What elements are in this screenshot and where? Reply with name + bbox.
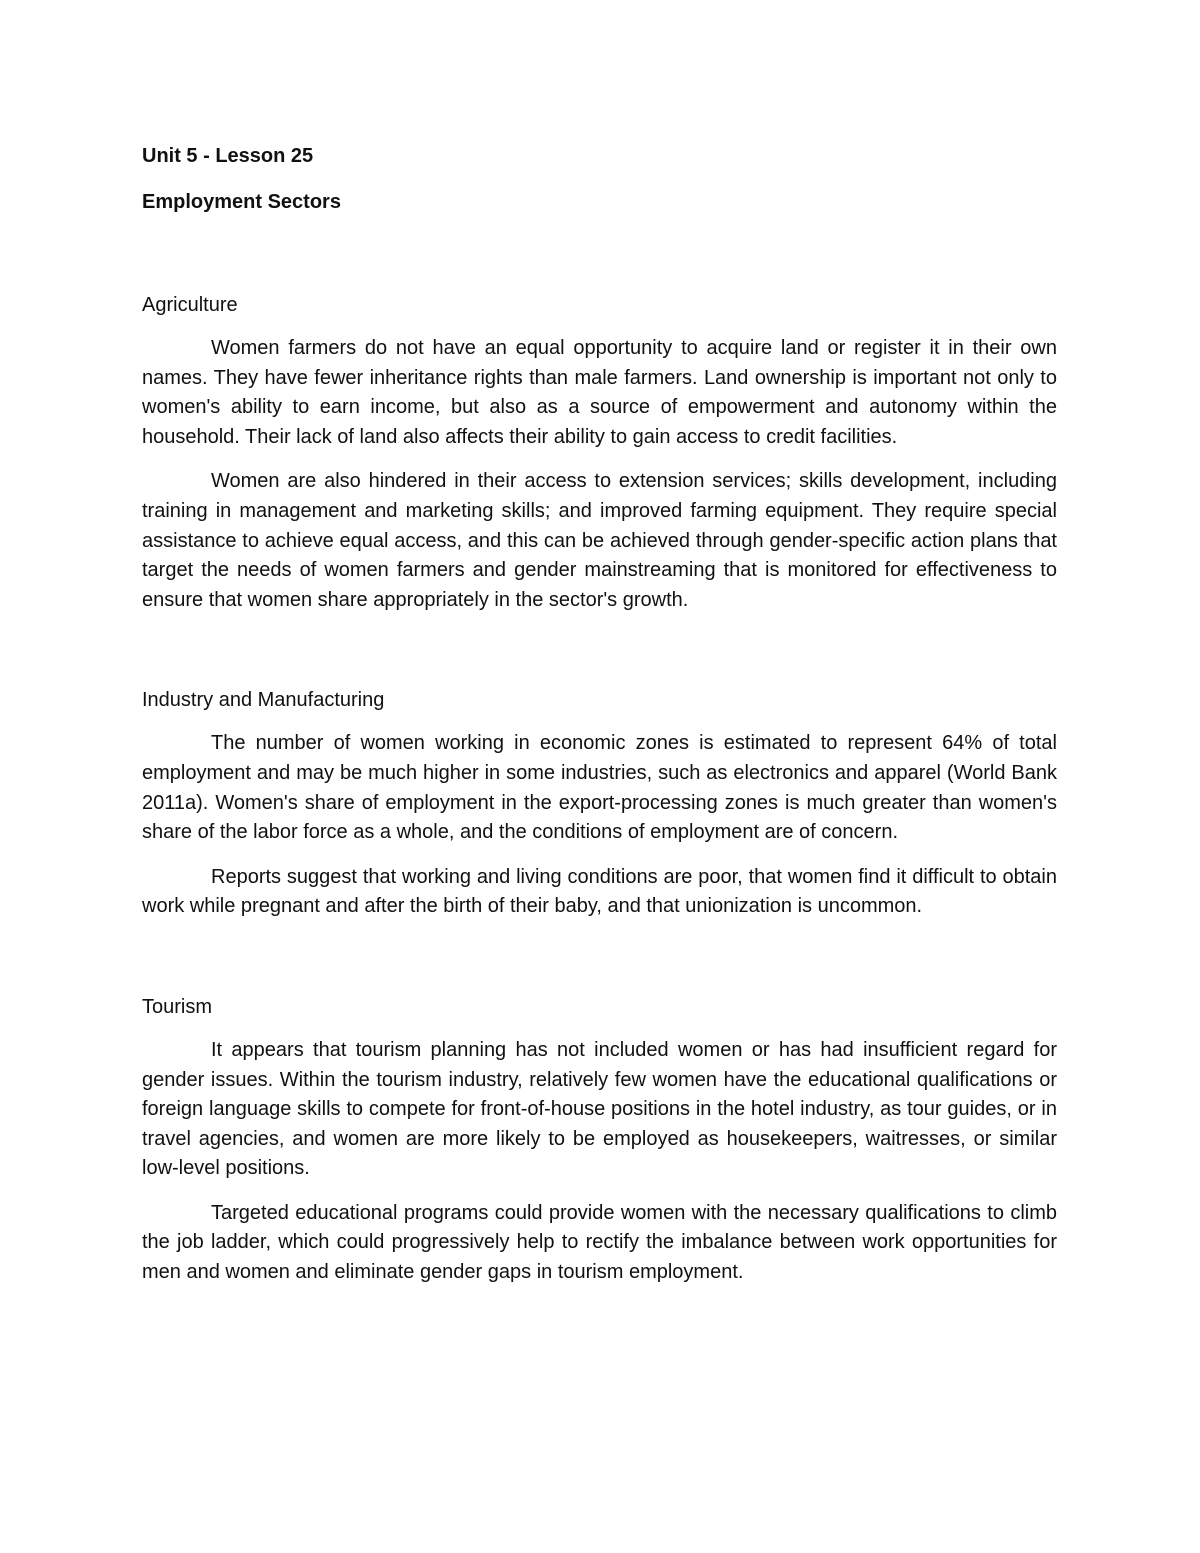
section-tourism: [142, 992, 1057, 1288]
paragraph: Women are also hindered in their access to extension services; skills development, including training in management and marketing skills; and improved farming equipment. They require special assistance to achieve equal access, and this can be achieved through gender-specific action plans that target the needs of women farmers and gender mainstreaming that is monitored for effectiveness to ensure that women share appropriately in the sector's growth.: [142, 470, 1057, 611]
section-heading-tourism: Tourism: [142, 995, 213, 1018]
lesson-title: Employment Sectors: [142, 191, 341, 213]
paragraph: It appears that tourism planning has not included women or has had insufficient regard for gender issues. Within the tourism industry, relatively few women have the educational qualifications or foreign language skills to compete for front-of-house positions in the hotel industry, as tour guides, or in travel agencies, and women are more likely to be employed as housekeepers, waitresses, or similar low-level positions.: [142, 1038, 1057, 1180]
section-heading-industry: Industry and Manufacturing: [142, 689, 385, 712]
paragraph: Targeted educational programs could provide women with the necessary qualifications to climb the job ladder, which could progressively help to rectify the imbalance between work opportunities for men and women and eliminate gender gaps in tourism employment.: [142, 1201, 1057, 1284]
section-heading-agriculture: Agriculture: [142, 294, 238, 316]
document-page: [142, 138, 1057, 1288]
paragraph: Women farmers do not have an equal opportunity to acquire land or register it in their own names. They have fewer inheritance rights than male farmers. Land ownership is important not only to women's ability to earn income, but also as a source of empowerment and autonomy within the household. Their lack of land also affects their ability to gain access to credit facilities.: [142, 337, 1057, 448]
unit-title: Unit 5 - Lesson 25: [142, 145, 314, 167]
paragraph: Reports suggest that working and living conditions are poor, that women find it difficult to obtain work while pregnant and after the birth of their baby, and that unionization is uncommon.: [142, 865, 1057, 918]
section-industry: [142, 685, 1057, 922]
paragraph: The number of women working in economic zones is estimated to represent 64% of total employment and may be much higher in some industries, such as electronics and apparel (World Bank 2011a). Women's share of employment in the export-processing zones is much greater than women's share of the labor force as a whole, and the conditions of employment are of concern.: [142, 732, 1057, 844]
section-agriculture: [142, 290, 1057, 615]
